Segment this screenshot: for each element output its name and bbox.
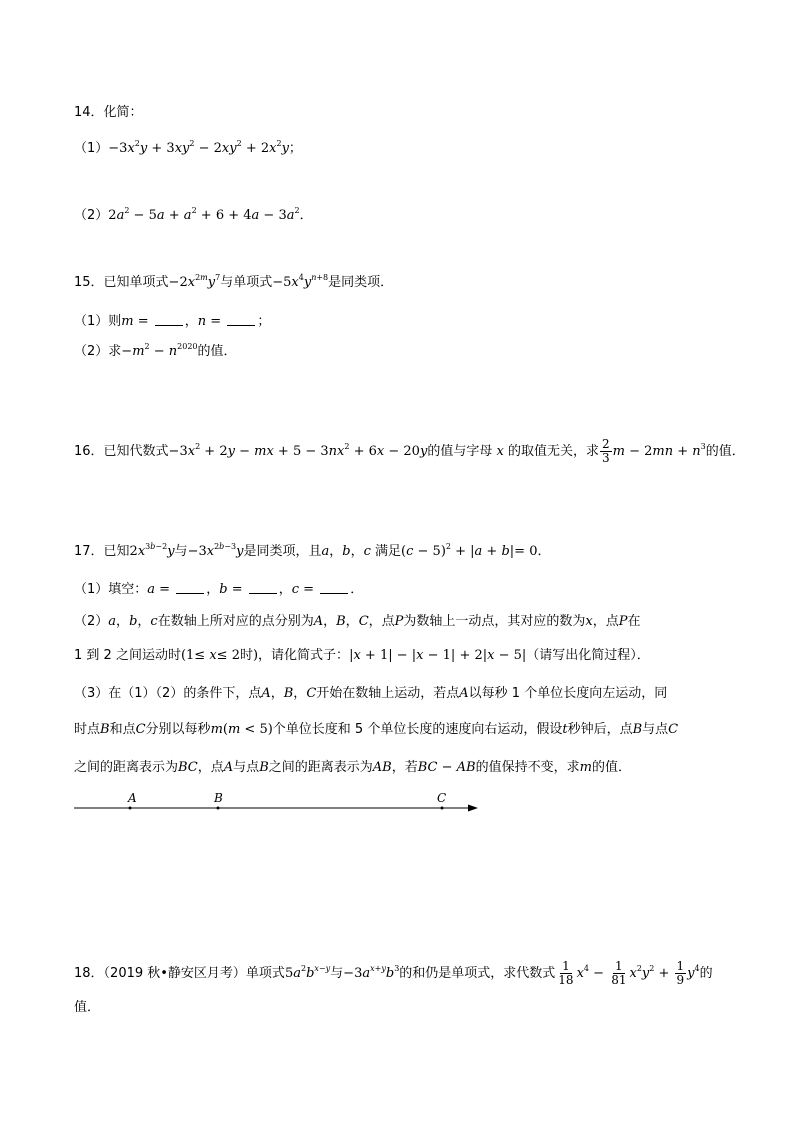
point-b xyxy=(217,807,220,810)
q17-title: 17．已知$2x^{3b-2}y$与$-3x^{2b-3}y$是同类项，且a，b，c 满足$(c - 5)^2 + |a + b|= 0$． xyxy=(74,542,551,559)
q15-title: 15．已知单项式$-2x^{2m}y^7$与单项式$-5x^4y^{n+8}$是同类项． xyxy=(74,273,394,290)
label-a: A xyxy=(128,791,137,805)
point-c xyxy=(441,807,444,810)
q18-line2: 值． xyxy=(74,1000,101,1015)
answer-blank-m[interactable] xyxy=(155,313,183,326)
q15-part1: （1）则m = ，n = ； xyxy=(74,314,271,329)
number-line-arrow xyxy=(468,805,478,812)
q14-part1: $(1)-3x^2y + 3xy^2 - 2xy^2 + 2x^2y$； xyxy=(74,139,302,156)
q17-part2-line2: 1 到 2 之间运动时(1≤ x≤ 2时)，请化简式子：|x + 1| − |x − 1| + 2|x − 5|（请写出化简过程）． xyxy=(74,648,650,663)
number-line-diagram xyxy=(70,788,490,818)
q14-part2: $(2)2a^2 - 5a + a^2 + 6 + 4a - 3a^2$． xyxy=(74,206,313,223)
answer-blank-b[interactable] xyxy=(249,581,277,594)
q14-title: 14．化简： xyxy=(74,105,143,120)
q18-title: 18．（2019 秋•静安区月考）单项式$5a^2b^{x-y}$与$-3a^{x+y}b^3$的和仍是单项式，求代数式 $\frac{1}{18}$ $x^4$ − $\frac{1}{81}$ $x^2y^2$ + $\frac{1}{9}$ $y^4$的 xyxy=(74,959,713,987)
answer-blank-a[interactable] xyxy=(176,581,204,594)
q16-title: 16．已知代数式$-3x^2 + 2y$ − mx + $5 - 3nx^2 + 6x - 20y$的值与字母 x 的取值无关，求 $\frac{2}{3}$ $m - 2mn + n^3$的值． xyxy=(74,437,745,465)
q17-part3-line1: （3）在（1）（2）的条件下，点A，B，C开始在数轴上运动，若点A以每秒 1 个单位长度向左运动，同 xyxy=(74,686,668,701)
label-b: B xyxy=(214,791,223,805)
point-a xyxy=(129,807,132,810)
q17-part3-line3: 之间的距离表示为BC，点A与点B之间的距离表示为AB，若BC − AB的值保持不变，求m的值． xyxy=(74,760,631,775)
q15-part2: （2）求$-m^2 - n^{2020}$的值． xyxy=(74,342,237,359)
q17-part2-line1: （2）a，b，c在数轴上所对应的点分别为A，B，C，点P为数轴上一动点，其对应的数为x，点P在 xyxy=(74,614,641,629)
q17-part3-line2: 时点B和点C分别以每秒m(m < 5)个单位长度和 5 个单位长度的速度向右运动，假设t秒钟后，点B与点C xyxy=(74,722,679,737)
answer-blank-n[interactable] xyxy=(227,313,255,326)
label-c: C xyxy=(437,791,447,805)
q17-part1: （1）填空：a = ，b = ，c = ． xyxy=(74,582,364,597)
answer-blank-c[interactable] xyxy=(320,581,348,594)
